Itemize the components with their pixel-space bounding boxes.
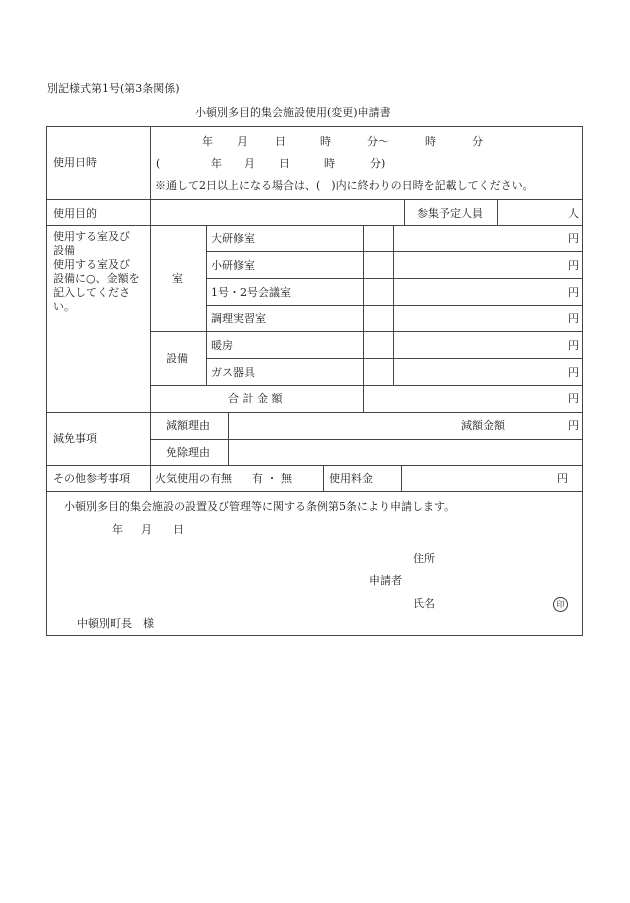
date-note: ※通して2日以上になる場合は、( )内に終わりの日時を記載してください。 (155, 179, 534, 192)
label-reduction-reason: 減額理由 (166, 419, 210, 432)
label-exemption-reason: 免除理由 (166, 446, 210, 459)
date-end-day: 日 (279, 157, 290, 170)
date-end-year: 年 (211, 157, 222, 170)
declaration-text: 小頓別多目的集会施設の設置及び管理等に関する条例第5条により申請します。 (64, 500, 456, 513)
label-other: その他参考事項 (53, 472, 130, 485)
equipment-yen: 円 (568, 339, 579, 352)
recipient: 中頓別町長 様 (77, 617, 154, 630)
date-paren-open: ( (156, 157, 161, 170)
equipment-item: 暖房 (211, 339, 233, 352)
date-end-hour: 時 (425, 135, 436, 148)
fire-use-options: 有 ・ 無 (252, 472, 292, 485)
date-start-hour: 時 (320, 135, 331, 148)
label-purpose: 使用目的 (53, 207, 97, 220)
page-title: 小頓別多目的集会施設使用(変更)申請書 (195, 106, 391, 119)
application-form (46, 126, 583, 636)
room-item: 調理実習室 (211, 312, 266, 325)
rooms-label-line: 設備 (53, 244, 75, 257)
attendees-unit: 人 (568, 207, 579, 220)
total-yen: 円 (568, 392, 579, 405)
equipment-yen: 円 (568, 366, 579, 379)
date-start-day: 日 (275, 135, 286, 148)
date-start-minute: 分～ (367, 135, 389, 148)
date-end-minute: 分 (472, 135, 483, 148)
rooms-label-line: い。 (53, 300, 75, 313)
label-exemption: 減免事項 (53, 432, 97, 445)
room-yen: 円 (568, 232, 579, 245)
declaration-year: 年 (112, 523, 123, 536)
declaration-day: 日 (173, 523, 184, 536)
date-end-month: 月 (244, 157, 255, 170)
reduction-yen: 円 (568, 419, 579, 432)
label-reduction-amount: 減額金額 (461, 419, 505, 432)
applicant-label: 申請者 (369, 574, 402, 587)
room-yen: 円 (568, 286, 579, 299)
rooms-label-line: 記入してくださ (53, 286, 130, 299)
label-attendees: 参集予定人員 (417, 207, 483, 220)
label-usage-fee: 使用料金 (329, 472, 373, 485)
seal-icon: 印 (553, 597, 568, 612)
equipment-item: ガス器具 (211, 366, 255, 379)
rooms-label-line: 使用する室及び (53, 258, 130, 271)
room-yen: 円 (568, 312, 579, 325)
date-paren-close: 分) (370, 157, 386, 170)
room-yen: 円 (568, 259, 579, 272)
date-end-time-hour: 時 (324, 157, 335, 170)
room-group-label: 室 (172, 272, 183, 285)
equipment-group-label: 設備 (166, 352, 188, 365)
room-item: 1号・2号会議室 (211, 286, 291, 299)
room-item: 大研修室 (211, 232, 255, 245)
total-amount-label: 合 計 金 額 (228, 392, 283, 405)
rooms-label-line: 使用する室及び (53, 230, 130, 243)
declaration-month: 月 (141, 523, 152, 536)
label-usage-datetime: 使用日時 (53, 156, 97, 169)
date-start-year: 年 (202, 135, 213, 148)
fee-yen: 円 (557, 472, 568, 485)
form-reference: 別記様式第1号(第3条関係) (47, 82, 180, 95)
address-label: 住所 (413, 552, 435, 565)
rooms-label-line: 設備に○、金額を (53, 272, 140, 285)
name-label: 氏名 (413, 597, 435, 610)
room-item: 小研修室 (211, 259, 255, 272)
label-fire-use: 火気使用の有無 (155, 472, 232, 485)
date-start-month: 月 (237, 135, 248, 148)
